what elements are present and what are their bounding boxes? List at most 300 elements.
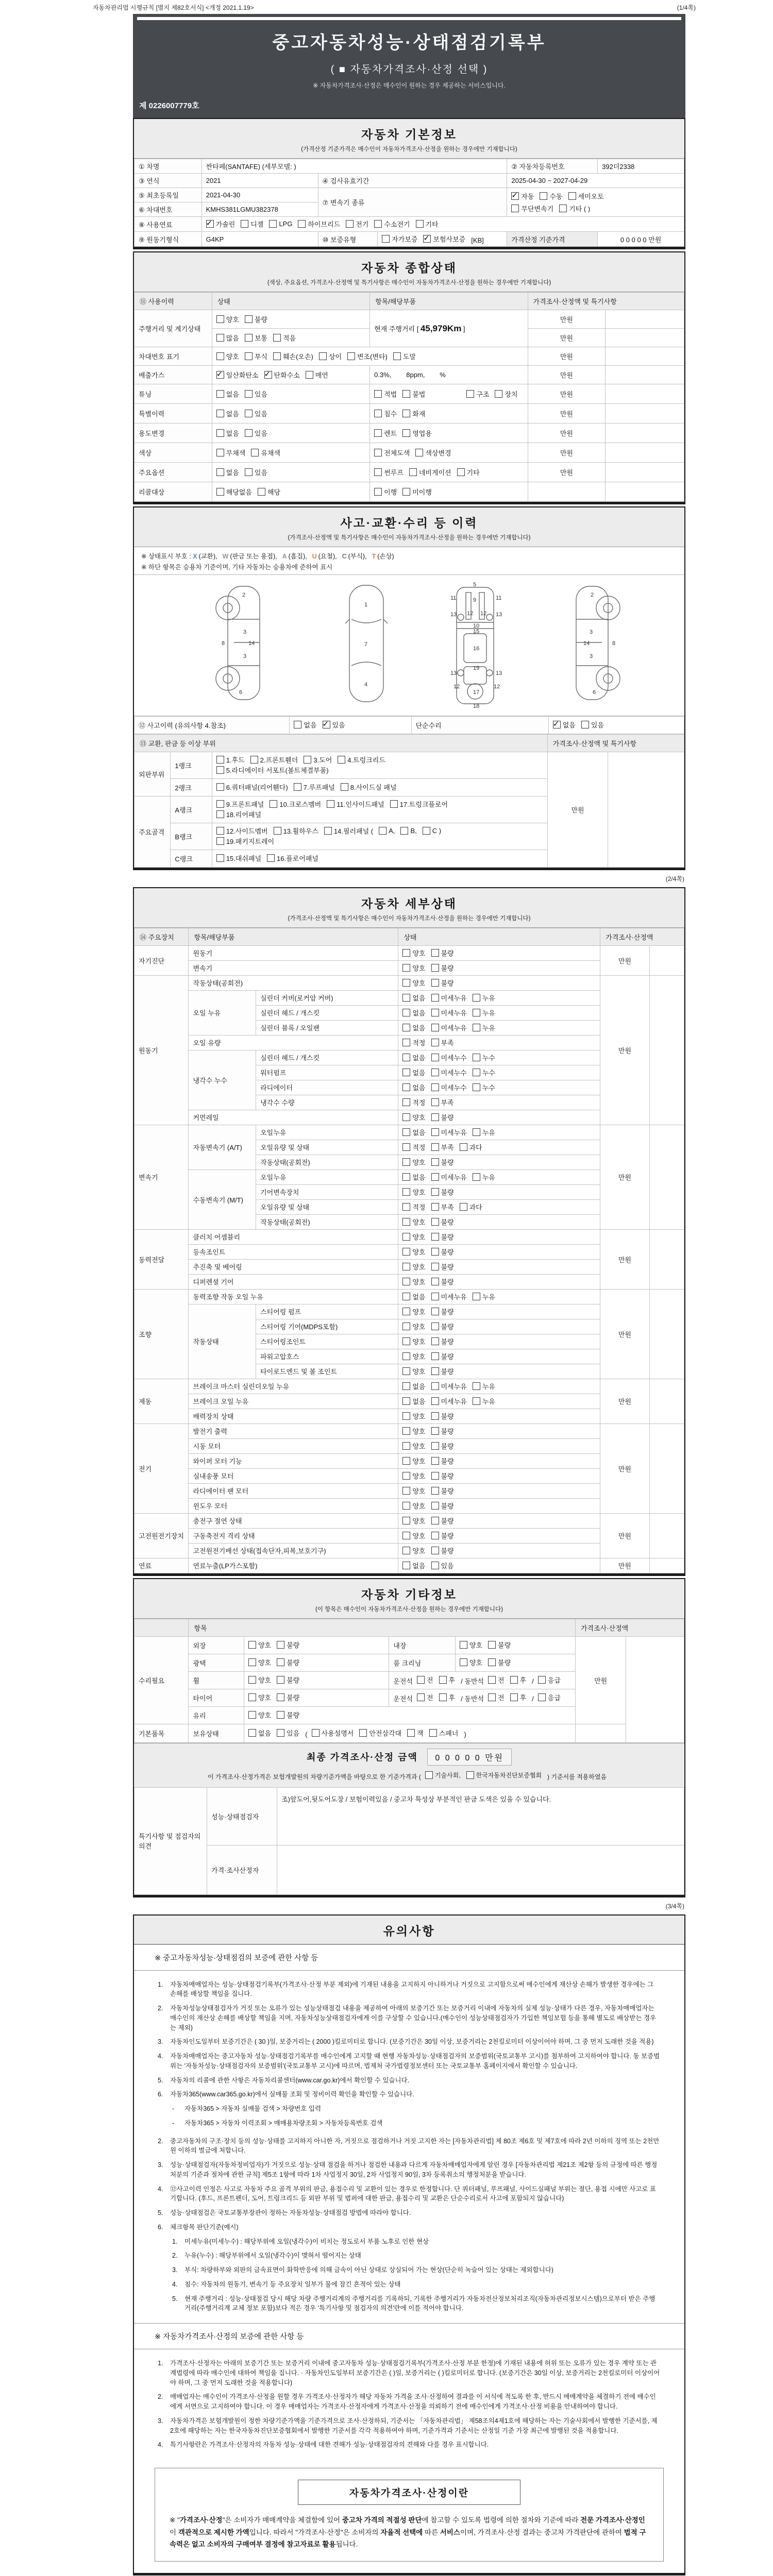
checkbox-option[interactable] — [402, 1441, 425, 1451]
checkbox-option[interactable] — [277, 1640, 299, 1650]
checkbox-icon — [374, 488, 382, 496]
checkbox-option[interactable] — [402, 1426, 425, 1436]
checkbox-option[interactable] — [258, 487, 280, 497]
checkbox-label: 불량 — [441, 979, 454, 987]
checkbox-option[interactable] — [559, 204, 590, 213]
checkbox-option[interactable] — [248, 1657, 271, 1667]
checkbox-option[interactable] — [431, 963, 454, 973]
checkbox-option[interactable] — [402, 1023, 425, 1032]
inspection-item: 고전원전기배선 상태(접속단자,피복,보호기구) — [189, 1543, 398, 1558]
checkbox-option[interactable] — [216, 389, 239, 399]
inspection-item: 발전기 출력 — [189, 1423, 398, 1438]
checkbox-option[interactable] — [416, 219, 439, 229]
checkbox-option[interactable] — [402, 993, 425, 1003]
checkbox-option[interactable] — [206, 219, 236, 229]
checkbox-option[interactable] — [431, 1486, 454, 1496]
wheel-options — [244, 1671, 389, 1689]
checkbox-option[interactable] — [216, 448, 246, 457]
checkbox-label: 불량 — [441, 1442, 454, 1450]
checkbox-option[interactable] — [402, 409, 425, 418]
checkbox-option[interactable] — [393, 351, 416, 361]
checkbox-option[interactable] — [273, 351, 313, 361]
checkbox-option[interactable] — [473, 1127, 495, 1137]
checkbox-icon — [511, 205, 519, 212]
checkbox-option[interactable] — [402, 1067, 425, 1077]
checkbox-option[interactable] — [245, 333, 267, 343]
checkbox-option[interactable] — [431, 1112, 454, 1122]
checkbox-label: 사용설명서 — [321, 1730, 354, 1737]
checkbox-option[interactable] — [431, 1217, 454, 1227]
inspection-subgroup: 오일 누유 — [189, 990, 256, 1035]
checkbox-option[interactable] — [216, 765, 329, 775]
checkbox-option[interactable] — [374, 448, 410, 457]
checkbox-option[interactable] — [431, 1381, 467, 1391]
checkbox-option[interactable] — [245, 351, 267, 361]
checkbox-option[interactable] — [473, 993, 495, 1003]
checkbox-option[interactable] — [402, 1277, 425, 1286]
checkbox-option[interactable] — [248, 1675, 271, 1685]
checkbox-icon — [245, 315, 253, 323]
checkbox-option[interactable] — [402, 1366, 425, 1376]
checkbox-option[interactable] — [431, 1082, 467, 1092]
page-marker-1: (1/4쪽) — [677, 4, 696, 11]
checkbox-icon — [374, 468, 382, 476]
checkbox-option[interactable] — [402, 1097, 425, 1107]
checkbox-option[interactable] — [402, 978, 425, 988]
checkbox-option[interactable] — [216, 853, 261, 863]
checkbox-label: 불량 — [441, 1188, 454, 1196]
checkbox-option[interactable] — [216, 799, 264, 809]
checkbox-option[interactable] — [488, 1640, 511, 1650]
checkbox-option[interactable] — [402, 1142, 425, 1152]
emission-options — [212, 366, 369, 384]
checkbox-option[interactable] — [431, 1351, 454, 1361]
checkbox-option[interactable] — [267, 853, 318, 863]
checkbox-option[interactable] — [473, 1082, 495, 1092]
etc-title: 자동차 기타정보 — [361, 1587, 457, 1601]
checkbox-option[interactable] — [402, 1172, 425, 1182]
checkbox-option[interactable] — [216, 409, 239, 418]
checkbox-option[interactable] — [495, 389, 517, 399]
form-header-line — [0, 0, 773, 14]
checkbox-option[interactable] — [431, 1307, 454, 1316]
checkbox-label: 8.사이드실 패널 — [350, 784, 397, 791]
checkbox-icon — [216, 410, 224, 417]
color-change-options — [374, 448, 523, 458]
checkbox-option[interactable] — [431, 1142, 454, 1152]
checkbox-option[interactable] — [390, 799, 448, 809]
checkbox-option[interactable] — [323, 720, 345, 730]
checkbox-option[interactable] — [538, 1675, 561, 1685]
checkbox-label: 있음 — [591, 721, 604, 729]
checkbox-option[interactable] — [429, 1728, 459, 1738]
checkbox-option[interactable] — [359, 1728, 401, 1738]
checkbox-label: 양호 — [258, 1676, 272, 1684]
checkbox-option[interactable] — [270, 799, 321, 809]
checkbox-option[interactable] — [473, 1381, 495, 1391]
checkbox-option[interactable] — [241, 219, 263, 229]
checkbox-option[interactable] — [431, 1127, 467, 1137]
checkbox-option[interactable] — [431, 1038, 454, 1047]
device-group-label: 동력전달 — [135, 1229, 189, 1289]
checkbox-option[interactable] — [488, 1675, 505, 1685]
checkbox-option[interactable] — [248, 1710, 271, 1720]
checkbox-option[interactable] — [415, 448, 451, 457]
accident-history-options — [290, 716, 411, 734]
checkbox-option[interactable] — [431, 1292, 467, 1301]
checkbox-icon — [402, 410, 410, 417]
checkbox-option[interactable] — [402, 428, 432, 438]
checkbox-option[interactable] — [402, 1456, 425, 1466]
checkbox-option[interactable] — [341, 782, 397, 792]
checkbox-option[interactable] — [466, 1771, 542, 1780]
checkbox-option[interactable] — [402, 1531, 425, 1540]
checkbox-option[interactable] — [216, 428, 239, 438]
checkbox-option[interactable] — [402, 1321, 425, 1331]
checkbox-option[interactable] — [473, 1067, 495, 1077]
checkbox-option[interactable] — [431, 1441, 454, 1451]
checkbox-option[interactable] — [431, 1336, 454, 1346]
checkbox-option[interactable] — [511, 204, 553, 213]
checkbox-option[interactable] — [431, 1097, 454, 1107]
checkbox-option[interactable] — [402, 1486, 425, 1496]
rank2-label: 2랭크 — [171, 778, 212, 796]
checkbox-option[interactable] — [431, 948, 454, 958]
checkbox-option[interactable] — [402, 1202, 425, 1212]
checkbox-option[interactable] — [431, 1501, 454, 1511]
checkbox-option[interactable] — [431, 1247, 454, 1257]
checkbox-icon — [402, 1547, 410, 1554]
checkbox-option[interactable] — [402, 1217, 425, 1227]
basic-info-table — [134, 159, 684, 247]
current-mileage-value: 45,979Km — [420, 323, 462, 333]
checkbox-icon — [248, 1658, 256, 1666]
polish-options — [244, 1654, 389, 1671]
checkbox-option[interactable] — [460, 1640, 482, 1650]
checkbox-option[interactable] — [568, 191, 604, 201]
checkbox-option[interactable] — [538, 1692, 561, 1702]
checkbox-icon — [402, 1412, 410, 1420]
checkbox-label: 13.휠하우스 — [283, 827, 318, 835]
checkbox-option[interactable] — [402, 1112, 425, 1122]
checkbox-option[interactable] — [277, 1692, 299, 1702]
checkbox-option[interactable] — [402, 1127, 425, 1137]
checkbox-option[interactable] — [510, 1675, 527, 1685]
inspection-subgroup: 수동변속기 (M/T) — [189, 1170, 256, 1229]
checkbox-label: 누유 — [482, 1024, 495, 1032]
checkbox-label: 양호 — [412, 1367, 426, 1376]
checkbox-option[interactable] — [245, 389, 267, 399]
checkbox-option[interactable] — [402, 1546, 425, 1555]
inspection-item: 스티어링 펌프 — [256, 1304, 398, 1319]
checkbox-icon — [431, 1367, 439, 1375]
checkbox-option[interactable] — [374, 389, 397, 399]
checkbox-option[interactable] — [245, 314, 267, 324]
checkbox-label: 양호 — [258, 1711, 272, 1719]
checkbox-label: 양호 — [412, 1457, 426, 1465]
checkbox-option[interactable] — [216, 836, 274, 846]
checkbox-option[interactable] — [216, 782, 288, 792]
checkbox-option[interactable] — [439, 1675, 456, 1685]
checkbox-option[interactable] — [431, 1471, 454, 1481]
inspection-item: 디퍼렌셜 기어 — [189, 1274, 398, 1289]
checkbox-label: 세미오토 — [578, 192, 604, 200]
checkbox-icon — [402, 1442, 410, 1450]
checkbox-option[interactable] — [374, 409, 397, 418]
checkbox-option[interactable] — [319, 351, 342, 361]
checkbox-option[interactable] — [417, 1692, 433, 1702]
checkbox-option[interactable] — [431, 978, 454, 988]
checkbox-option[interactable] — [409, 467, 451, 477]
checkbox-option[interactable] — [460, 1142, 482, 1152]
checkbox-option[interactable] — [402, 1411, 425, 1421]
section-accident-history — [133, 506, 685, 870]
checkbox-option[interactable] — [431, 1321, 454, 1331]
checkbox-option[interactable] — [402, 1292, 425, 1301]
checkbox-icon — [581, 721, 589, 728]
option-text: / 동반석 — [461, 1677, 484, 1685]
checkbox-option[interactable] — [402, 389, 425, 399]
checkbox-option[interactable] — [402, 948, 425, 958]
checkbox-option[interactable] — [379, 827, 395, 835]
checkbox-label: 있음 — [441, 1562, 454, 1570]
checkbox-option[interactable] — [277, 1657, 299, 1667]
usage-change-label: 용도변경 — [135, 423, 212, 443]
checkbox-option[interactable] — [431, 1546, 454, 1555]
checkbox-icon — [460, 1658, 467, 1666]
status-code-meaning: (손상) — [377, 553, 394, 560]
checkbox-option[interactable] — [402, 1038, 425, 1047]
checkbox-label: 양호 — [412, 1233, 426, 1241]
option-text: ) — [464, 1731, 466, 1738]
checkbox-option[interactable] — [264, 370, 300, 380]
glass-label: 유리 — [189, 1706, 244, 1724]
checkbox-option[interactable] — [347, 351, 388, 361]
checkbox-option[interactable] — [473, 1053, 495, 1062]
special-history-options — [212, 404, 369, 423]
checkbox-icon — [417, 1693, 425, 1701]
checkbox-option[interactable] — [581, 720, 604, 730]
interior-label: 내장 — [389, 1636, 456, 1654]
checkbox-option[interactable] — [216, 351, 239, 361]
checkbox-option[interactable] — [473, 1396, 495, 1406]
state-options — [398, 945, 600, 960]
checkbox-option[interactable] — [374, 428, 397, 438]
checkbox-option[interactable] — [425, 1771, 461, 1780]
checkbox-option[interactable] — [374, 487, 397, 497]
checkbox-option[interactable] — [245, 428, 267, 438]
checkbox-icon — [402, 1457, 410, 1465]
state-options — [398, 1364, 600, 1379]
checkbox-option[interactable] — [431, 1262, 454, 1272]
diagram-part-number: 2 — [242, 591, 246, 598]
checkbox-option[interactable] — [216, 809, 261, 819]
checkbox-option[interactable] — [277, 1710, 299, 1720]
checkbox-label: 불량 — [498, 1641, 511, 1649]
note-cell — [649, 1289, 684, 1379]
checkbox-option[interactable] — [216, 314, 239, 324]
checkbox-option[interactable] — [273, 333, 296, 343]
checkbox-option[interactable] — [248, 1640, 271, 1650]
checkbox-option[interactable] — [298, 219, 340, 229]
checkbox-option[interactable] — [466, 389, 489, 399]
checkbox-option[interactable] — [402, 487, 432, 497]
checkbox-option[interactable] — [327, 799, 384, 809]
checkbox-icon — [568, 192, 576, 200]
checkbox-icon — [374, 220, 382, 228]
mileage-amount-options — [212, 329, 369, 347]
checkbox-option[interactable] — [402, 1516, 425, 1526]
checkbox-option[interactable] — [540, 191, 562, 201]
accident-history-row — [134, 716, 684, 734]
device-group-label: 고전원전기장치 — [135, 1513, 189, 1558]
checkbox-option[interactable] — [457, 467, 480, 477]
checkbox-option[interactable] — [248, 1728, 271, 1738]
checkbox-option[interactable] — [431, 993, 467, 1003]
checkbox-option[interactable] — [402, 963, 425, 973]
checkbox-option[interactable] — [431, 1516, 454, 1526]
checkbox-option[interactable] — [269, 220, 292, 228]
checkbox-icon — [206, 220, 214, 228]
checkbox-option[interactable] — [431, 1232, 454, 1242]
checkbox-option[interactable] — [374, 219, 410, 229]
checkbox-option[interactable] — [312, 1728, 354, 1738]
checkbox-label: 누수 — [482, 1083, 495, 1092]
checkbox-option[interactable] — [402, 1157, 425, 1167]
checkbox-option[interactable] — [382, 234, 417, 244]
checkbox-option[interactable] — [431, 1456, 454, 1466]
checkbox-option[interactable] — [553, 720, 576, 730]
checkbox-option[interactable] — [245, 467, 267, 477]
checkbox-option[interactable] — [473, 1292, 495, 1301]
checkbox-option[interactable] — [402, 1381, 425, 1391]
transmission-options — [507, 188, 684, 217]
checkbox-option[interactable] — [423, 234, 465, 244]
checkbox-option[interactable] — [431, 1277, 454, 1286]
checkbox-option[interactable] — [473, 1023, 495, 1032]
checkbox-option[interactable] — [338, 755, 385, 765]
checkbox-label: 전 — [426, 1693, 433, 1702]
checkbox-option[interactable] — [402, 1232, 425, 1242]
checkbox-option[interactable] — [402, 1262, 425, 1272]
checkbox-option[interactable] — [402, 1187, 425, 1197]
checkbox-option[interactable] — [402, 1008, 425, 1018]
car-name-label: ① 차명 — [135, 159, 202, 174]
checkbox-option[interactable] — [460, 1202, 482, 1212]
checkbox-label: 양호 — [412, 979, 426, 987]
checkbox-option[interactable] — [402, 1396, 425, 1406]
checkbox-option[interactable] — [250, 755, 298, 765]
checkbox-option[interactable] — [423, 827, 441, 835]
checkbox-option[interactable] — [431, 1187, 454, 1197]
checkbox-option[interactable] — [431, 1411, 454, 1421]
checkbox-option[interactable] — [488, 1657, 511, 1667]
checkbox-option[interactable] — [402, 1307, 425, 1316]
checkbox-label: 양호 — [412, 1308, 426, 1316]
checkbox-option[interactable] — [402, 1082, 425, 1092]
notice-item: 2. 매매업자는 매수인이 가격조사·산정을 원할 경우 가격조사·산정자가 해당 자동차 가격을 조사·산정하여 결과를 이 서식에 적도록 한 후, 반드시 매매계약을 체결하기 전에 매수인에게 서면으로 고지하여야 합니다. 이 경우 매매업자는 가격조사·산정자에게 가격조사·산정을 의뢰하기 전에 매수인에게 가격조사·산정 비용을 안내하여야 합니다. — [158, 2393, 656, 2410]
checkbox-option[interactable] — [488, 1692, 505, 1702]
checkbox-option[interactable] — [431, 1202, 454, 1212]
checkbox-option[interactable] — [216, 370, 259, 380]
checkbox-option[interactable] — [431, 1023, 467, 1032]
checkbox-option[interactable] — [216, 487, 252, 497]
checkbox-option[interactable] — [216, 826, 268, 836]
col-detail-price: 가격조사·산정액 — [600, 928, 684, 945]
checkbox-option[interactable] — [402, 1053, 425, 1062]
checkbox-option[interactable] — [439, 1692, 456, 1702]
checkbox-option[interactable] — [304, 755, 332, 765]
checkbox-option[interactable] — [402, 1247, 425, 1257]
checkbox-option[interactable] — [251, 448, 280, 457]
checkbox-option[interactable] — [294, 720, 316, 730]
checkbox-option[interactable] — [274, 826, 318, 836]
notice-item: 6. 자동차365(www.car365.go.kr)에서 실매물 조회 및 정비이력 확인을 확인할 수 있습니다. — [158, 2091, 414, 2098]
checkbox-option[interactable] — [306, 370, 328, 380]
checkbox-option[interactable] — [216, 755, 245, 765]
checkbox-option[interactable] — [245, 409, 267, 418]
checkbox-option[interactable] — [346, 219, 368, 229]
checkbox-option[interactable] — [407, 1728, 424, 1738]
checkbox-option[interactable] — [324, 826, 373, 836]
checkbox-option[interactable] — [511, 191, 534, 201]
checkbox-label: 양호 — [258, 1694, 272, 1702]
inspection-item: 오일유량 및 상태 — [256, 1199, 398, 1214]
checkbox-option[interactable] — [431, 1426, 454, 1436]
checkbox-option[interactable] — [431, 1366, 454, 1376]
checkbox-option[interactable] — [431, 1157, 454, 1167]
checkbox-option[interactable] — [277, 1675, 299, 1685]
checkbox-option[interactable] — [431, 1396, 467, 1406]
checkbox-option[interactable] — [248, 1692, 271, 1702]
checkbox-label: 한국자동차진단보증협회 — [476, 1771, 542, 1779]
checkbox-option[interactable] — [417, 1675, 433, 1685]
checkbox-option[interactable] — [510, 1692, 527, 1702]
checkbox-label: 없음 — [412, 1397, 426, 1405]
state-options — [398, 1214, 600, 1229]
rankC-label: C랭크 — [171, 850, 212, 867]
checkbox-option[interactable] — [402, 1561, 425, 1570]
inspection-item: 오일누유 — [256, 1170, 398, 1184]
checkbox-option[interactable] — [473, 1008, 495, 1018]
checkbox-option[interactable] — [473, 1172, 495, 1182]
checkbox-option[interactable] — [402, 1471, 425, 1481]
checkbox-option[interactable] — [294, 782, 335, 792]
checkbox-option[interactable] — [431, 1561, 454, 1570]
checkbox-option[interactable] — [431, 1008, 467, 1018]
checkbox-icon — [423, 827, 430, 835]
page-marker-2: (2/4쪽) — [665, 875, 684, 883]
checkbox-option[interactable] — [431, 1172, 467, 1182]
checkbox-option[interactable] — [431, 1531, 454, 1540]
checkbox-option[interactable] — [402, 1501, 425, 1511]
checkbox-icon — [402, 1054, 410, 1061]
checkbox-option[interactable] — [460, 1657, 482, 1667]
checkbox-option[interactable] — [277, 1728, 299, 1738]
checkbox-option[interactable] — [400, 827, 416, 835]
checkbox-option[interactable] — [402, 1351, 425, 1361]
checkbox-option[interactable] — [374, 467, 404, 477]
checkbox-option[interactable] — [431, 1053, 467, 1062]
checkbox-option[interactable] — [216, 333, 239, 343]
checkbox-option[interactable] — [402, 1336, 425, 1346]
notice-item: 3. 부식: 차량하부와 외판의 금속표면이 화학반응에 의해 금속이 아닌 상태로 상실되어 가는 현상(단순히 녹슬어 있는 상태는 제외합니다) — [172, 2266, 553, 2274]
checkbox-option[interactable] — [431, 1067, 467, 1077]
price-cell: 만원 — [600, 945, 649, 975]
checkbox-option[interactable] — [216, 467, 239, 477]
checkbox-icon — [273, 352, 281, 360]
checkbox-icon — [402, 1143, 410, 1151]
